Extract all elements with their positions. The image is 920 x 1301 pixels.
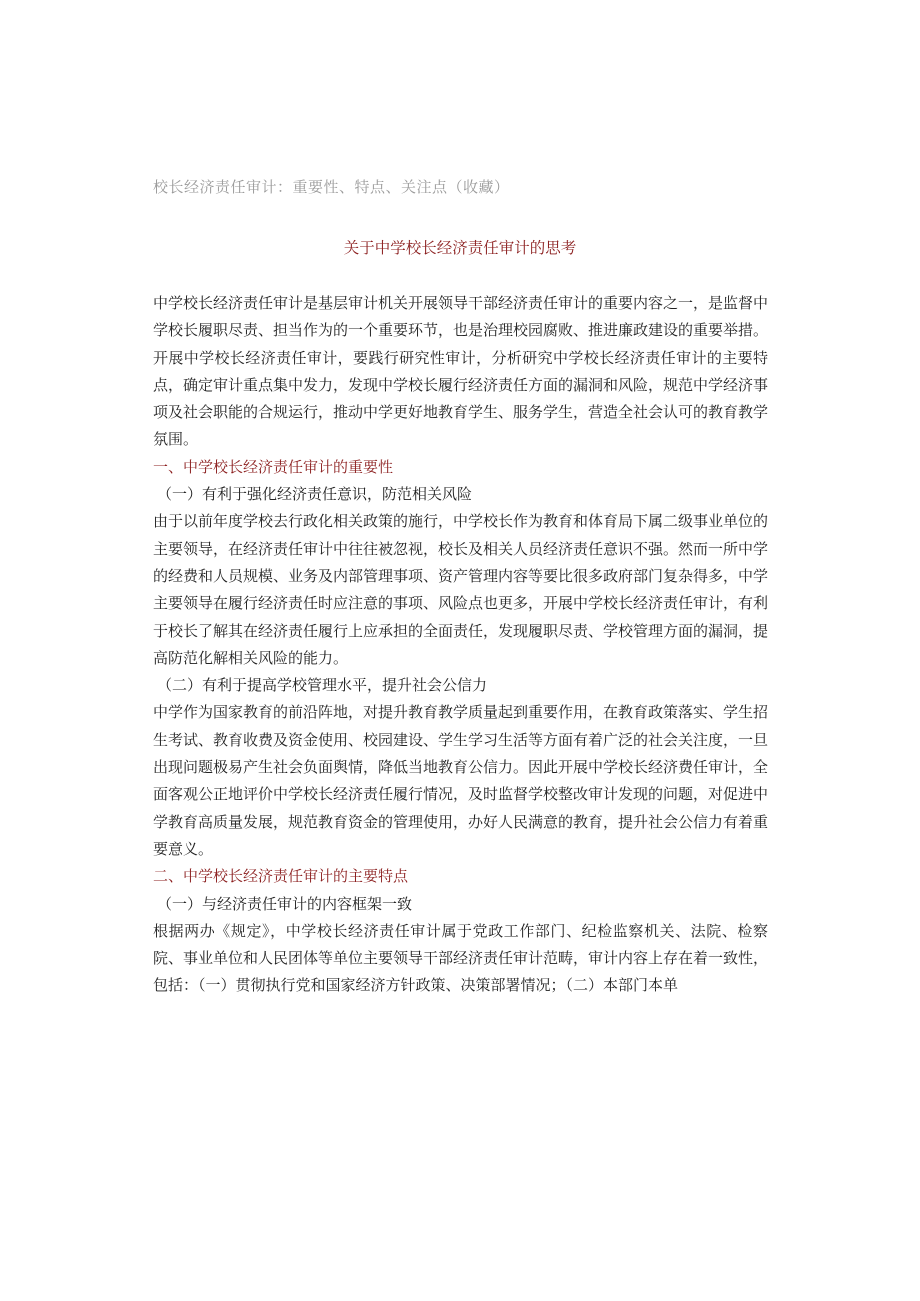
document-title: 关于中学校长经济责任审计的思考 xyxy=(343,239,577,257)
section-1-sub-2-body: 中学作为国家教育的前沿阵地，对提升教育教学质量起到重要作用，在教育政策落实、学生招生考试、教育收费及资金使用、校园建设、学生学习生活等方面有着广泛的社会关注度，一旦出现问题极易产生社会负面舆情，降低当地教育公信力。因此开展中学校长经济费任审计，全面客观公正地评价中学校长经济责任履行情况，及时监督学校整改审计发现的问题，对促进中学教育高质量发展，规范教育资金的管理使用，办好人民满意的教育，提升社会公信力有着重要意义。 xyxy=(153,703,769,858)
section-1-heading: 一、中学校长经济责任审计的重要性 xyxy=(153,457,394,476)
document-body xyxy=(153,290,768,1000)
section-1-sub-1-heading: （一）有利于强化经济责任意识，防范相关风险 xyxy=(157,485,473,504)
section-2-sub-1-heading: （一）与经济责任审计的内容框架一致 xyxy=(157,894,413,913)
section-1-sub-2-heading: （二）有利于提高学校管理水平，提升社会公信力 xyxy=(157,676,488,695)
document-pre-title: 校长经济责任审计：重要性、特点、关注点（收藏） xyxy=(153,178,510,196)
section-2-heading: 二、中学校长经济责任审计的主要特点 xyxy=(153,867,409,886)
section-2-sub-1-body: 根据两办《规定》，中学校长经济责任审计属于党政工作部门、纪检监察机关、法院、检察院、事业单位和人民团体等单位主要领导干部经济责任审计范畴，审计内容上存在着一致性，包括：（一）贯彻执行党和国家经济方针政策、决策部署情况；（二）本部门本单 xyxy=(153,921,769,995)
intro-paragraph: 中学校长经济责任审计是基层审计机关开展领导干部经济责任审计的重要内容之一，是监督中学校长履职尽责、担当作为的一个重要环节，也是治理校园腐败、推进廉政建设的重要举措。开展中学校长经济责任审计，要践行研究性审计，分析研究中学校长经济责任审计的主要特点，确定审计重点集中发力，发现中学校长履行经济责任方面的漏洞和风险，规范中学经济事项及社会职能的合规运行，推动中学更好地教育学生、服务学生，营造全社会认可的教育教学氛围。 xyxy=(153,294,769,449)
section-1-sub-1-body: 由于以前年度学校去行政化相关政策的施行，中学校长作为教育和体育局下属二级事业单位的主要领导，在经济责任审计中往往被忽视，校长及相关人员经济责任意识不强。然而一所中学的经费和人员规模、业务及内部管理事项、资产管理内容等要比很多政府部门复杂得多，中学主要领导在履行经济责任时应注意的事项、风险点也更多，开展中学校长经济责任审计，有利于校长了解其在经济责任履行上应承担的全面责任，发现履职尽责、学校管理方面的漏洞，提高防范化解相关风险的能力。 xyxy=(153,512,769,667)
